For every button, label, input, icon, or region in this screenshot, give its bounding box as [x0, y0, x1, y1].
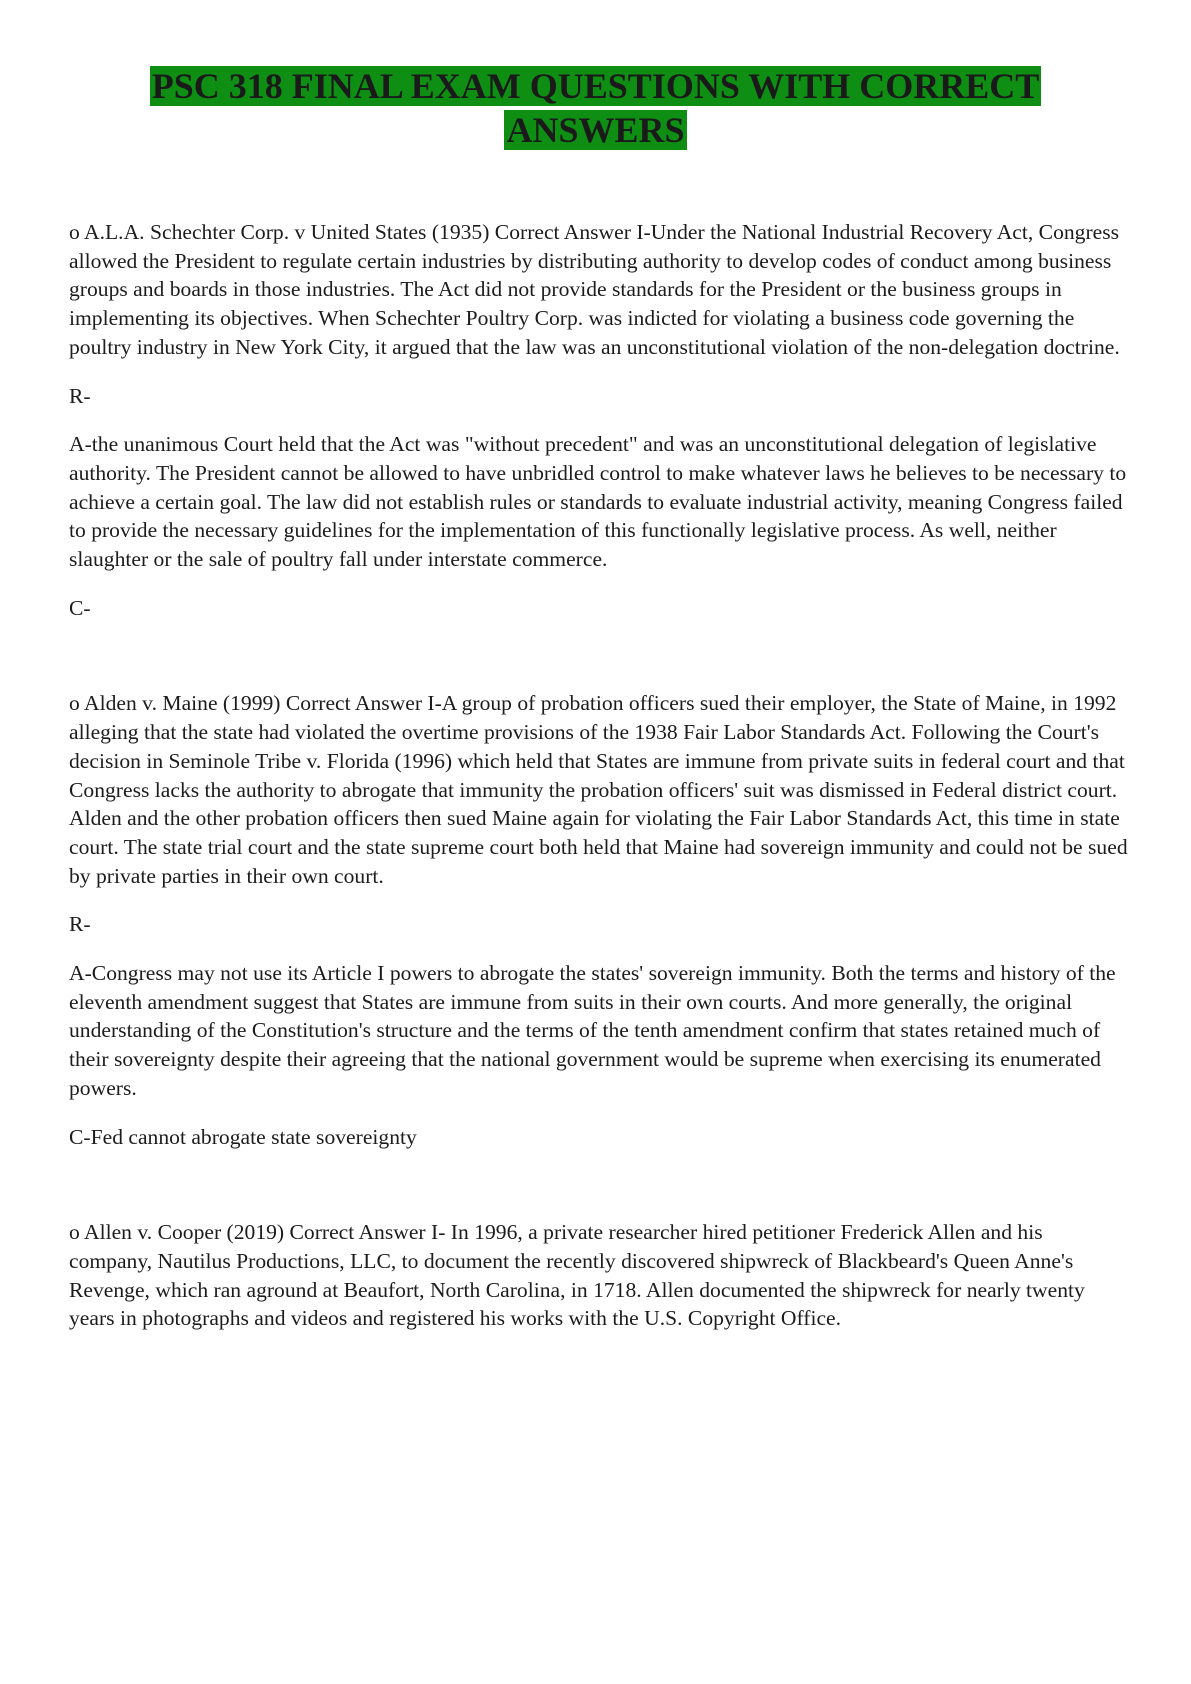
entry-rule: R-	[69, 383, 91, 408]
entry-question: o Alden v. Maine (1999) Correct Answer I-A group of probation officers sued their employer, the State of Maine, in 1992 alleging that the state had violated the overtime provisions of the 1938 Fair Labor Standards Act. Following the Court's decision in Seminole Tribe v. Florida (1996) which held that States are immune from private suits in federal court and that Congress lacks the authority to abrogate that immunity the probation officers' suit was dismissed in Federal district court. Alden and the other probation officers then sued Maine again for violating the Fair Labor Standards Act, this time in state court. The state trial court and the state supreme court both held that Maine had sovereign immunity and could not be sued by private parties in their own court.	[69, 691, 1128, 888]
entry-question: o Allen v. Cooper (2019) Correct Answer I- In 1996, a private researcher hired petitioner Frederick Allen and his company, Nautilus Productions, LLC, to document the recently discovered shipwreck of Blackbeard's Queen Anne's Revenge, which ran aground at Beaufort, North Carolina, in 1718. Allen documented the shipwreck for nearly twenty years in photographs and videos and registered his works with the U.S. Copyright Office.	[69, 1220, 1085, 1331]
entry-rule: R-	[69, 912, 91, 937]
document-body	[69, 218, 1129, 1333]
entry-conclusion: C-Fed cannot abrogate state sovereignty	[69, 1124, 417, 1149]
title-line-1: PSC 318 FINAL EXAM QUESTIONS WITH CORRECT	[151, 66, 1040, 106]
entry-question: o A.L.A. Schechter Corp. v United States (1935) Correct Answer I-Under the National Industrial Recovery Act, Congress allowed the President to regulate certain industries by distributing authority to develop codes of conduct among business groups and boards in those industries. The Act did not provide standards for the President or the business groups in implementing its objectives. When Schechter Poultry Corp. was indicted for violating a business code governing the poultry industry in New York City, it argued that the law was an unconstitutional violation of the non-delegation doctrine.	[69, 220, 1120, 359]
entry-analysis: A-Congress may not use its Article I powers to abrogate the states' sovereign immunity. Both the terms and history of the eleventh amendment suggest that States are immune from suits in their own courts. And more generally, the original understanding of the Constitution's structure and the terms of the tenth amendment confirm that states retained much of their sovereignty despite their agreeing that the national government would be supreme when exercising its enumerated powers.	[69, 961, 1116, 1100]
document-title	[0, 64, 1191, 152]
title-line-2: ANSWERS	[506, 110, 685, 150]
entry-conclusion: C-	[69, 595, 91, 620]
entry-analysis: A-the unanimous Court held that the Act was "without precedent" and was an unconstitutional delegation of legislative authority. The President cannot be allowed to have unbridled control to make whatever laws he believes to be necessary to achieve a certain goal. The law did not establish rules or standards to evaluate industrial activity, meaning Congress failed to provide the necessary guidelines for the implementation of this functionally legislative process. As well, neither slaughter or the sale of poultry fall under interstate commerce.	[69, 432, 1127, 572]
